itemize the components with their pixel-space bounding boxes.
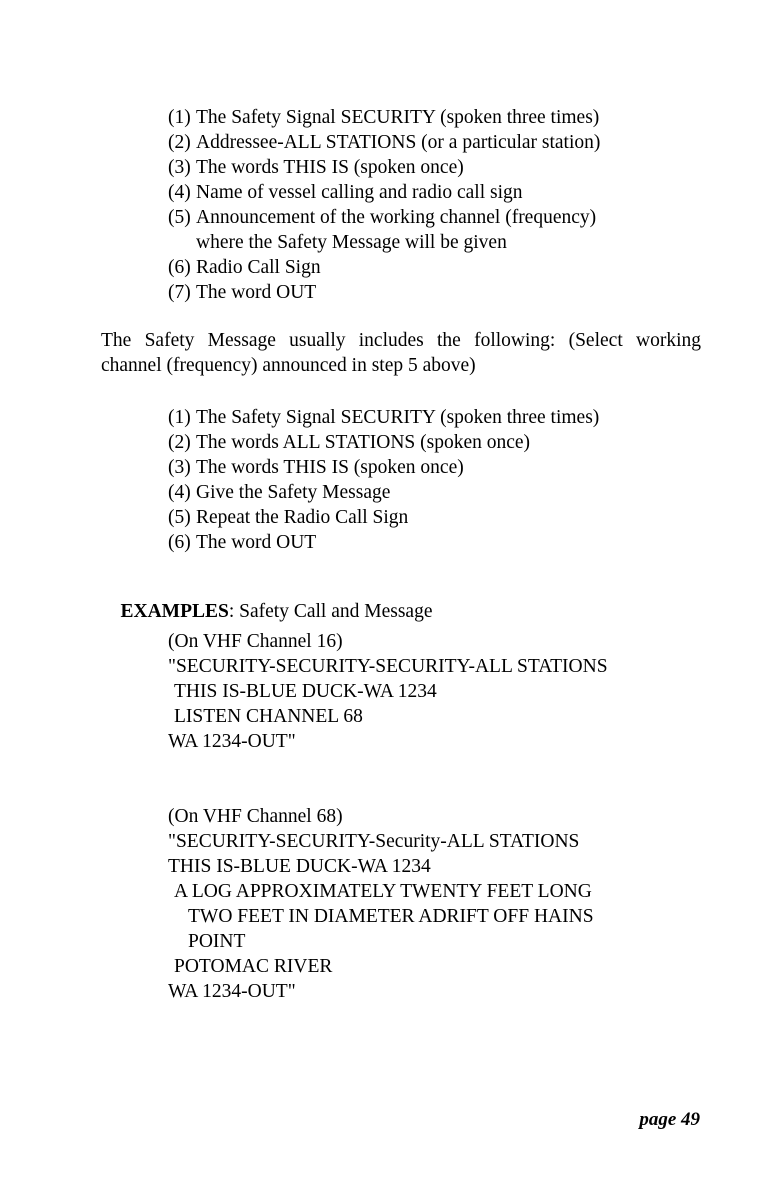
list-item-line: The word OUT xyxy=(196,282,317,303)
examples-heading-label: EXAMPLES xyxy=(120,601,229,622)
list-item-text xyxy=(196,180,600,205)
list-item-text xyxy=(196,530,599,555)
intro-paragraph xyxy=(101,328,701,378)
list-item-line: Repeat the Radio Call Sign xyxy=(196,507,409,528)
list-item-marker: (3) xyxy=(168,457,191,478)
list-item-marker: (7) xyxy=(168,282,191,303)
safety-message-list-item xyxy=(168,430,599,455)
safety-call-list-item xyxy=(168,180,600,205)
list-item-text xyxy=(196,280,600,305)
safety-message-list-item xyxy=(168,405,599,430)
list-item-text xyxy=(196,155,600,180)
safety-call-list-item xyxy=(168,155,600,180)
examples-heading-rest: : Safety Call and Message xyxy=(228,601,433,622)
list-item-line: Addressee-ALL STATIONS (or a particular station) xyxy=(196,132,601,153)
list-item-line: The Safety Signal SECURITY (spoken three times) xyxy=(196,107,600,128)
safety-message-list xyxy=(168,405,599,555)
list-item-marker: (5) xyxy=(168,207,191,228)
list-item-marker: (1) xyxy=(168,407,191,428)
list-item-marker: (6) xyxy=(168,532,191,553)
example-one-line: (On VHF Channel 16) xyxy=(168,631,343,652)
list-item-text xyxy=(196,130,600,155)
paragraph-line: The Safety Message usually includes the following: (Select working xyxy=(101,330,701,351)
list-item-text xyxy=(196,480,599,505)
example-two-line: POTOMAC RIVER xyxy=(174,956,333,977)
example-one-line: THIS IS-BLUE DUCK-WA 1234 xyxy=(174,681,437,702)
safety-message-list-item xyxy=(168,530,599,555)
list-item-line: Give the Safety Message xyxy=(196,482,391,503)
page-number-footer: page 49 xyxy=(639,1109,700,1130)
example-one-line: "SECURITY-SECURITY-SECURITY-ALL STATIONS xyxy=(168,656,608,677)
safety-call-list-item xyxy=(168,130,600,155)
list-item-line: The words ALL STATIONS (spoken once) xyxy=(196,432,531,453)
safety-message-list-item xyxy=(168,455,599,480)
list-item-line: Radio Call Sign xyxy=(196,257,321,278)
list-item-marker: (1) xyxy=(168,107,191,128)
list-item-line: The Safety Signal SECURITY (spoken three times) xyxy=(196,407,600,428)
safety-message-list-item xyxy=(168,480,599,505)
paragraph-line: channel (frequency) announced in step 5 above) xyxy=(101,355,476,376)
example-transcript-one xyxy=(168,629,608,754)
safety-message-list-item xyxy=(168,505,599,530)
example-two-line: TWO FEET IN DIAMETER ADRIFT OFF HAINS xyxy=(188,906,594,927)
example-one-line: WA 1234-OUT" xyxy=(168,731,296,752)
list-item-line: The words THIS IS (spoken once) xyxy=(196,457,464,478)
list-item-marker: (2) xyxy=(168,132,191,153)
list-item-marker: (5) xyxy=(168,507,191,528)
example-two-line: THIS IS-BLUE DUCK-WA 1234 xyxy=(168,856,431,877)
example-two-line: "SECURITY-SECURITY-Security-ALL STATIONS xyxy=(168,831,580,852)
list-item-text xyxy=(196,430,599,455)
example-transcript-two xyxy=(168,804,594,1004)
list-item-text xyxy=(196,105,600,130)
example-one-line: LISTEN CHANNEL 68 xyxy=(174,706,363,727)
list-item-line: The word OUT xyxy=(196,532,317,553)
list-item-line: The words THIS IS (spoken once) xyxy=(196,157,464,178)
list-item-marker: (2) xyxy=(168,432,191,453)
example-two-line: POINT xyxy=(188,931,246,952)
list-item-text xyxy=(196,405,599,430)
list-item-text xyxy=(196,255,600,280)
list-item-marker: (4) xyxy=(168,182,191,203)
safety-call-list-item xyxy=(168,280,600,305)
example-two-line: A LOG APPROXIMATELY TWENTY FEET LONG xyxy=(174,881,592,902)
list-item-line: Announcement of the working channel (frequency) xyxy=(196,207,597,228)
list-item-marker: (3) xyxy=(168,157,191,178)
safety-call-list-item xyxy=(168,205,600,255)
safety-call-list-item xyxy=(168,255,600,280)
list-item-text xyxy=(196,505,599,530)
list-item-marker: (4) xyxy=(168,482,191,503)
safety-call-list xyxy=(168,105,600,305)
example-two-line: (On VHF Channel 68) xyxy=(168,806,343,827)
list-item-text xyxy=(196,455,599,480)
list-item-text xyxy=(196,205,600,255)
list-item-line: Name of vessel calling and radio call sign xyxy=(196,182,523,203)
list-item-marker: (6) xyxy=(168,257,191,278)
example-two-line: WA 1234-OUT" xyxy=(168,981,296,1002)
safety-call-list-item xyxy=(168,105,600,130)
list-item-continuation-line: where the Safety Message will be given xyxy=(196,232,507,253)
